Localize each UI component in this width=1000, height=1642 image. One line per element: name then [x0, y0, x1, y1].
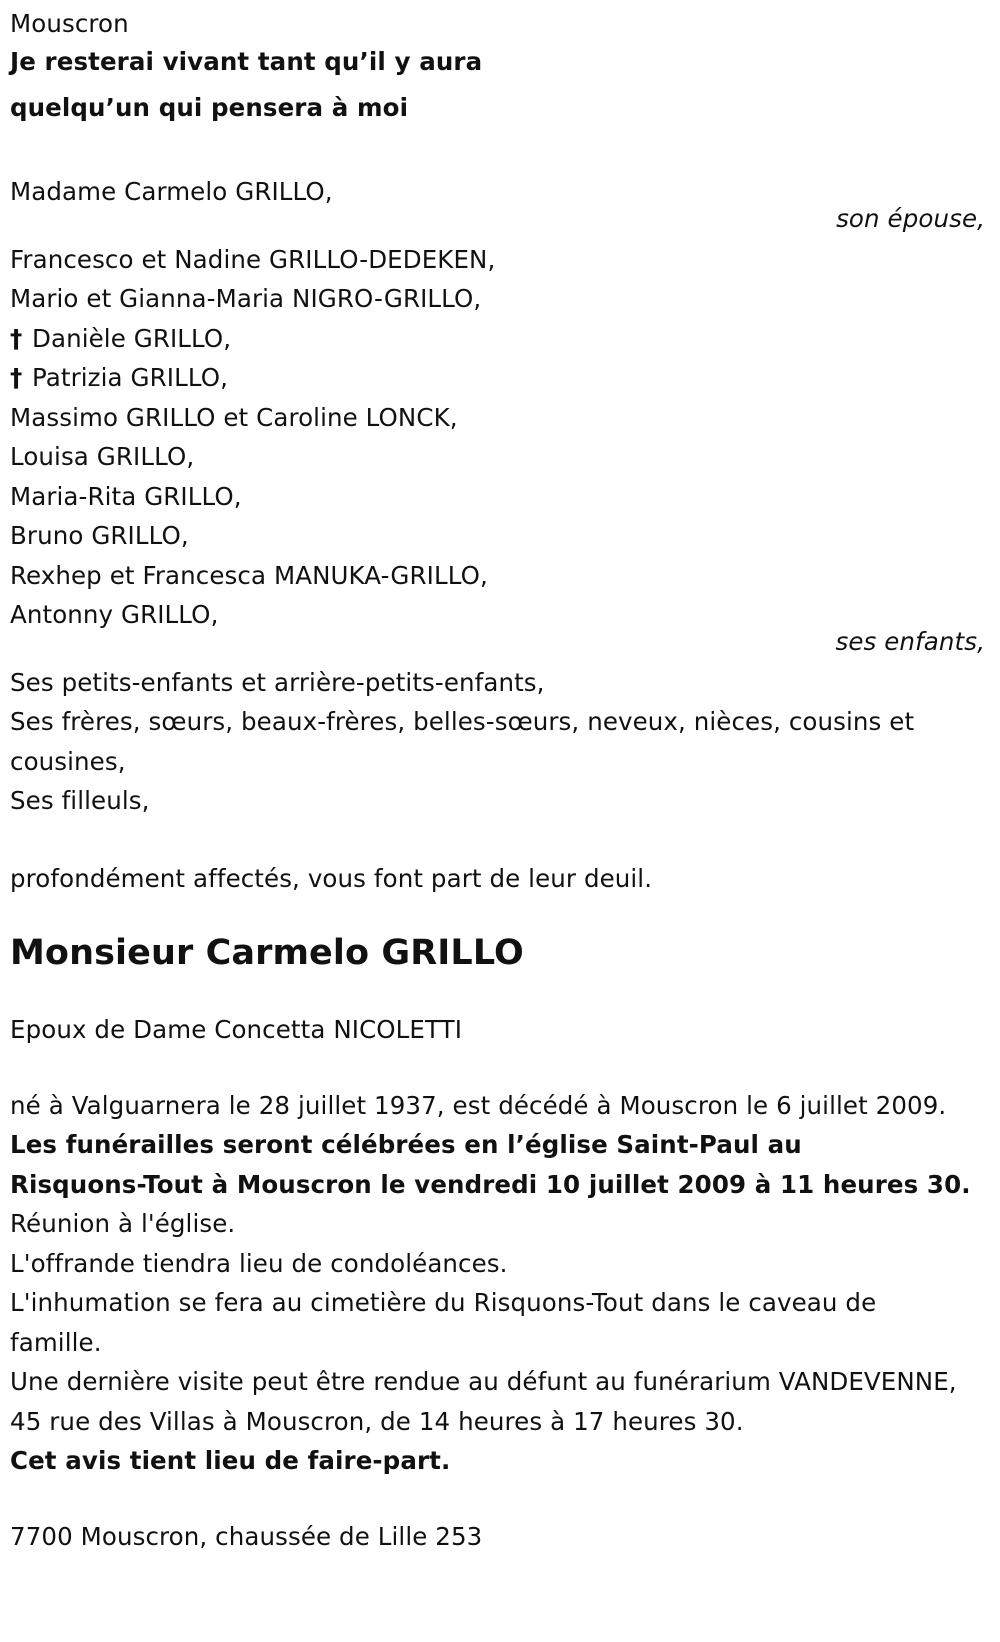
child-entry: Mario et Gianna-Maria NIGRO-GRILLO, [10, 284, 482, 313]
child-entry: † Patrizia GRILLO, [10, 358, 990, 398]
ceremony-line-2: Risquons-Tout à Mouscron le vendredi 10 juillet 2009 à 11 heures 30. [10, 1169, 971, 1199]
spouse-role: son épouse, [836, 203, 985, 233]
child-entry: Francesco et Nadine GRILLO-DEDEKEN, [10, 244, 496, 274]
child-entry: Bruno GRILLO, [10, 521, 189, 550]
child-entry: Antonny GRILLO, [10, 600, 219, 629]
cross-icon: † [10, 363, 23, 392]
offering-line: L'offrande tiendra lieu de condoléances. [10, 1248, 508, 1278]
motto-line-1: Je resterai vivant tant qu’il y aura [10, 47, 483, 76]
children-list [10, 240, 990, 635]
notice-line: Cet avis tient lieu de faire-part. [10, 1446, 451, 1475]
address-line: 7700 Mouscron, chaussée de Lille 253 [10, 1521, 483, 1551]
grandchildren-line: Ses petits-enfants et arrière-petits-enfants, [10, 667, 545, 697]
spouse-of: Epoux de Dame Concetta NICOLETTI [10, 1015, 463, 1044]
meeting-line: Réunion à l'église. [10, 1209, 236, 1238]
siblings-line: Ses frères, sœurs, beaux-frères, belles-sœurs, neveux, nièces, cousins et cousines, [10, 707, 915, 776]
deceased-name: Monsieur Carmelo GRILLO [10, 933, 524, 973]
child-entry: Rexhep et Francesca MANUKA-GRILLO, [10, 560, 488, 590]
child-entry: Louisa GRILLO, [10, 442, 195, 471]
godchildren-line: Ses filleuls, [10, 786, 150, 815]
spouse-name: Madame Carmelo GRILLO, [10, 177, 333, 206]
announcement: profondément affectés, vous font part de leur deuil. [10, 863, 653, 893]
ceremony-line-1: Les funérailles seront célébrées en l’église Saint-Paul au [10, 1130, 802, 1159]
visit-line: Une dernière visite peut être rendue au défunt au funérarium VANDEVENNE, 45 rue des Villas à Mouscron, de 14 heures à 17 heures 30. [10, 1367, 957, 1436]
burial-line: L'inhumation se fera au cimetière du Risquons-Tout dans le caveau de famille. [10, 1288, 877, 1357]
child-entry: Massimo GRILLO et Caroline LONCK, [10, 402, 458, 432]
life-dates: né à Valguarnera le 28 juillet 1937, est décédé à Mouscron le 6 juillet 2009. [10, 1090, 947, 1120]
cross-icon: † [10, 323, 23, 353]
children-role: ses enfants, [835, 626, 985, 656]
location: Mouscron [10, 9, 129, 38]
obituary-notice [10, 6, 990, 1556]
motto-line-2: quelqu’un qui pensera à moi [10, 93, 409, 122]
spacer [10, 134, 990, 172]
child-entry: Maria-Rita GRILLO, [10, 481, 242, 511]
child-entry: † Danièle GRILLO, [10, 319, 990, 359]
